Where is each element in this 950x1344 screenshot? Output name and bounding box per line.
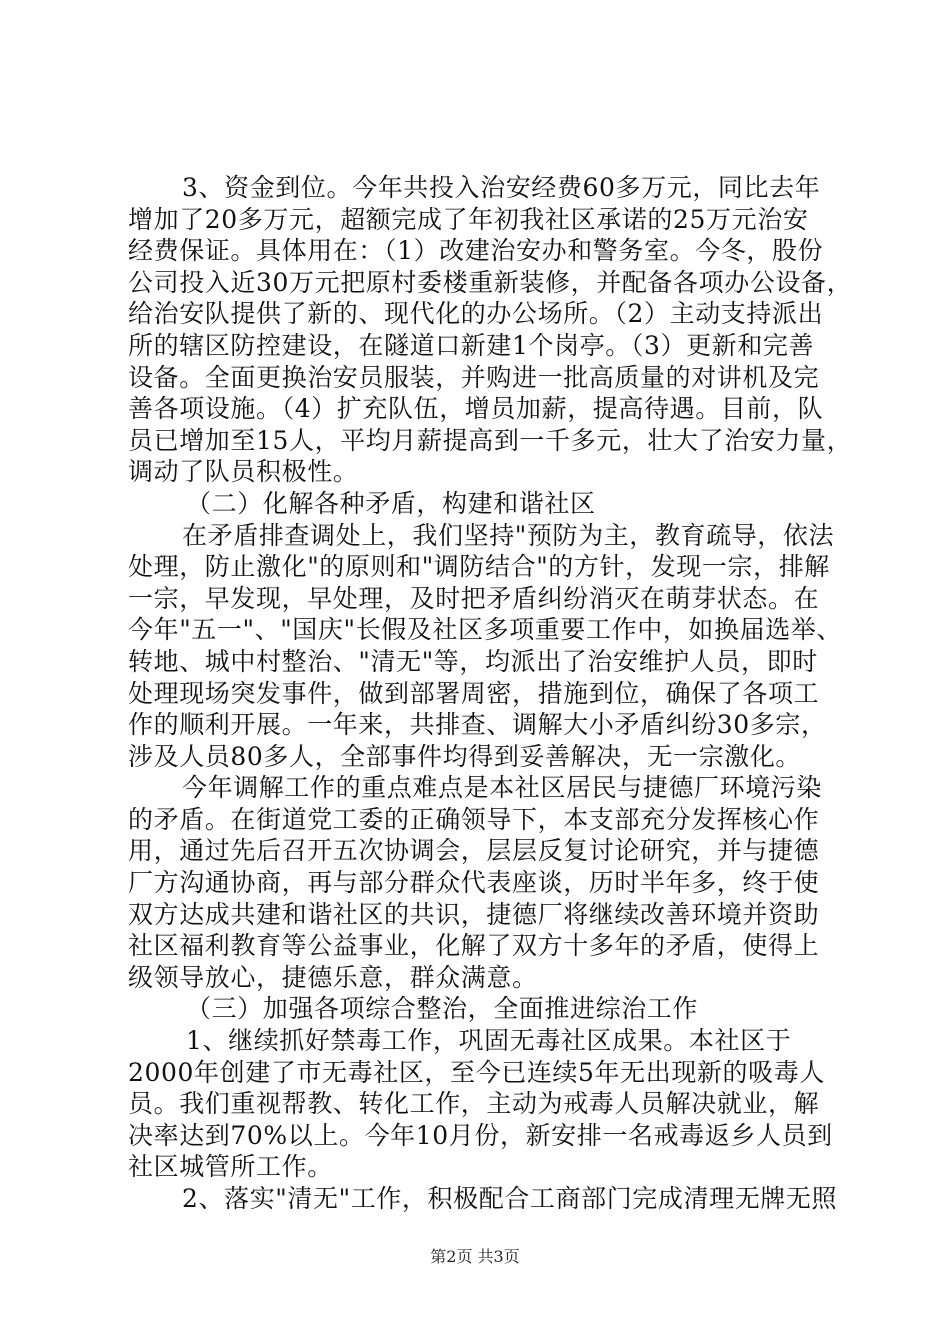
text-line: 决率达到70%以上。今年10月份，新安排一名戒毒返乡人员到 [128, 1120, 833, 1150]
text-line: 涉及人员80多人，全部事件均得到妥善解决，无一宗激化。 [128, 741, 802, 771]
text-line: 厂方沟通协商，再与部分群众代表座谈，历时半年多，终于使 [128, 868, 820, 898]
text-line: 所的辖区防控建设，在隧道口新建1个岗亭。（3）更新和完善 [128, 330, 815, 360]
page-footer: 第2页 共3页 [430, 1247, 520, 1266]
text-line: 处理，防止激化"的原则和"调防结合"的方针，发现一宗，排解 [128, 552, 830, 582]
text-line: 经费保证。具体用在：（1）改建治安办和警务室。今冬，股份 [128, 236, 824, 266]
text-line: 的矛盾。在街道党工委的正确领导下，本支部充分发挥核心作 [128, 804, 820, 834]
text-line: 设备。全面更换治安员服装，并购进一批高质量的对讲机及完 [128, 362, 820, 392]
text-line: 善各项设施。（4）扩充队伍，增员加薪，提高待遇。目前，队 [128, 394, 824, 424]
document-body [128, 172, 853, 1215]
text-line: 2、落实"清无"工作，积极配合工商部门完成清理无牌无照 [182, 1184, 838, 1213]
text-line: 增加了20多万元，超额完成了年初我社区承诺的25万元治安 [128, 204, 809, 234]
text-line: 今年调解工作的重点难点是本社区居民与捷德厂环境污染 [182, 773, 823, 803]
text-line: 在矛盾排查调处上，我们坚持"预防为主，教育疏导，依法 [182, 520, 835, 550]
text-line: 2000年创建了市无毒社区，至今已连续5年无出现新的吸毒人 [128, 1057, 825, 1087]
text-line: 3、资金到位。今年共投入治安经费60多万元，同比去年 [182, 173, 821, 202]
text-line: 一宗，早发现，早处理，及时把矛盾纠纷消灭在萌芽状态。在 [128, 583, 820, 613]
text-line: 处理现场突发事件，做到部署周密，措施到位，确保了各项工 [128, 678, 820, 708]
text-line: 1、继续抓好禁毒工作，巩固无毒社区成果。本社区于 [186, 1026, 792, 1056]
text-line: 双方达成共建和谐社区的共识，捷德厂将继续改善环境并资助 [128, 899, 820, 929]
text-line: 作的顺利开展。一年来，共排查、调解大小矛盾纠纷30多宗， [128, 710, 827, 740]
text-line: 社区城管所工作。 [128, 1152, 333, 1182]
text-line: 社区福利教育等公益事业，化解了双方十多年的矛盾，使得上 [128, 931, 820, 961]
text-line: 员已增加至15人，平均月薪提高到一千多元，壮大了治安力量， [128, 425, 853, 455]
text-line: 用，通过先后召开五次协调会，层层反复讨论研究，并与捷德 [128, 836, 820, 866]
text-line: 调动了队员积极性。 [128, 457, 359, 487]
text-line: 员。我们重视帮教、转化工作，主动为戒毒人员解决就业，解 [128, 1089, 820, 1119]
text-line: （三）加强各项综合整治，全面推进综治工作 [186, 994, 699, 1024]
text-line: 今年"五一"、"国庆"长假及社区多项重要工作中，如换届选举、 [128, 615, 842, 645]
text-line: 公司投入近30万元把原村委楼重新装修，并配备各项办公设备， [128, 267, 853, 297]
text-line: 给治安队提供了新的、现代化的办公场所。（2）主动支持派出 [128, 299, 824, 329]
text-line: （二）化解各种矛盾，构建和谐社区 [186, 488, 596, 518]
text-line: 转地、城中村整治、"清无"等，均派出了治安维护人员，即时 [128, 646, 818, 676]
text-line: 级领导放心，捷德乐意，群众满意。 [128, 962, 538, 992]
